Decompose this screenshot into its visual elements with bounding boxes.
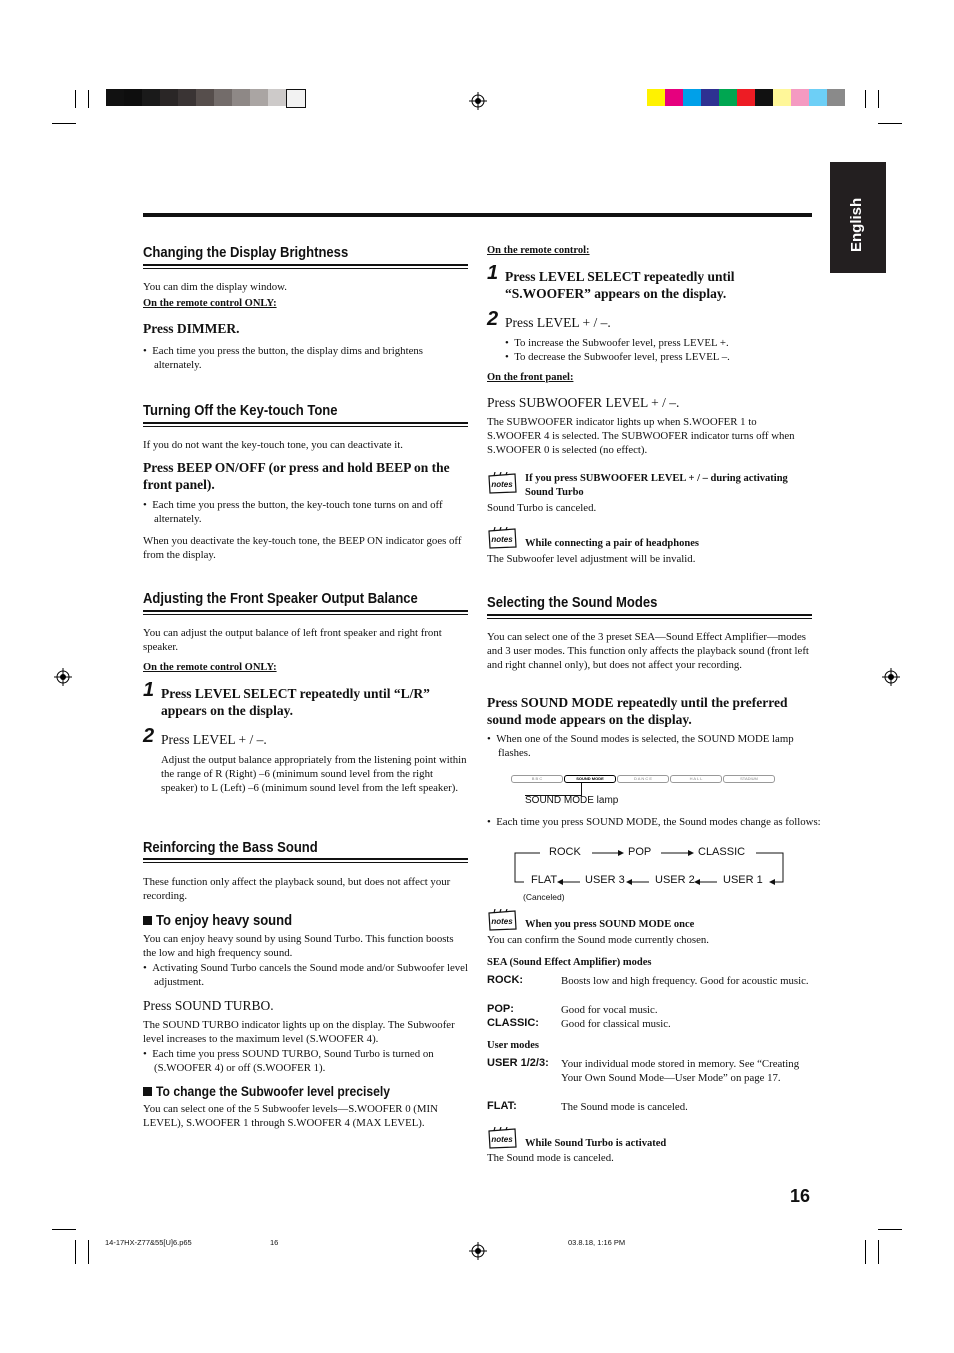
- bullet-beep: • Each time you press the button, the key-touch tone turns on and off alternately.: [143, 499, 443, 525]
- lamp-segment: B B C: [511, 775, 563, 783]
- front-text: The SUBWOOFER indicator lights up when S.WOOFER 1 to S.WOOFER 4 is selected. The SUBWOOFER indicator turns off when S.WOOFER 0 is selected (no effect).: [487, 416, 795, 456]
- crop-mark: [52, 123, 76, 124]
- color-swatch: [268, 89, 286, 106]
- note2-text: The Subwoofer level adjustment will be invalid.: [487, 553, 696, 565]
- color-swatch: [773, 89, 791, 106]
- language-tab: [830, 162, 886, 273]
- color-swatch: [647, 89, 665, 106]
- canceled-label: (Canceled): [523, 892, 565, 902]
- note4-title: While Sound Turbo is activated: [525, 1138, 667, 1149]
- notes-icon: [486, 472, 518, 494]
- registration-mark-icon: [882, 668, 900, 686]
- crop-mark: [878, 90, 879, 108]
- balance-step2-text: Adjust the output balance appropriately from the listening point within the range of R (Right) –6 (minimum sound level from the right speaker) to L (Left) –6 (minimum sound level from the left speaker).: [161, 754, 467, 794]
- section-title-balance: Adjusting the Front Speaker Output Balance: [143, 591, 418, 607]
- instruction-subwoofer-level: Press SUBWOOFER LEVEL + / –.: [487, 395, 680, 410]
- color-swatch: [755, 89, 773, 106]
- color-swatch: [214, 89, 232, 106]
- color-swatch: [106, 89, 124, 106]
- step-number: 1: [487, 262, 499, 284]
- note1-text: Sound Turbo is canceled.: [487, 502, 597, 514]
- color-swatch: [178, 89, 196, 106]
- sea-text-classic: Good for classical music.: [561, 1018, 671, 1030]
- footer-file: 14-17HX-Z77&55[U]6.p65: [105, 1238, 192, 1247]
- mode-rock: ROCK: [549, 846, 581, 858]
- bullet-cycle: • Each time you press SOUND MODE, the Sound modes change as follows:: [487, 816, 821, 828]
- registration-mark-icon: [469, 92, 487, 110]
- sea-text-rock: Boosts low and high frequency. Good for acoustic music.: [561, 975, 809, 987]
- crop-mark: [75, 1240, 76, 1264]
- bullet-heavy: • Activating Sound Turbo cancels the Sound mode and/or Subwoofer level adjustment.: [143, 962, 468, 988]
- color-swatch: [665, 89, 683, 106]
- language-tab-label: English: [848, 197, 865, 252]
- crop-mark: [865, 1240, 866, 1264]
- bullet-decrease: • To decrease the Subwoofer level, press LEVEL –.: [505, 351, 730, 363]
- notes-icon: [486, 909, 518, 931]
- step1-balance: Press LEVEL SELECT repeatedly until “L/R” appears on the display.: [161, 686, 430, 718]
- crop-mark: [865, 90, 866, 108]
- remote-only-label: On the remote control ONLY:: [143, 662, 277, 673]
- bullet-dimmer: • Each time you press the button, the display dims and brightens alternately.: [143, 345, 423, 371]
- instruction-dimmer: Press DIMMER.: [143, 321, 240, 336]
- step-number: 1: [143, 679, 155, 701]
- svg-text:notes: notes: [491, 917, 513, 926]
- sea-label-pop: POP:: [487, 1003, 514, 1015]
- crop-mark: [878, 1229, 902, 1230]
- bullet-increase: • To increase the Subwoofer level, press LEVEL +.: [505, 337, 729, 349]
- bullet-lamp: • When one of the Sound modes is selected, the SOUND MODE lamp flashes.: [487, 733, 794, 759]
- section-title-sound-modes: Selecting the Sound Modes: [487, 595, 658, 611]
- sea-text-pop: Good for vocal music.: [561, 1004, 658, 1016]
- footer-page: 16: [270, 1238, 279, 1247]
- keytone-note: When you deactivate the key-touch tone, the BEEP ON indicator goes off from the display.: [143, 535, 462, 561]
- crop-mark: [75, 90, 76, 108]
- registration-mark-icon: [54, 668, 72, 686]
- user-heading: User modes: [487, 1040, 540, 1051]
- registration-mark-icon: [469, 1242, 487, 1260]
- color-swatch: [250, 89, 268, 106]
- subheading-heavy-sound: To enjoy heavy sound: [143, 912, 307, 930]
- section-title-bass: Reinforcing the Bass Sound: [143, 840, 318, 856]
- lamp-segment: H A L L: [670, 775, 722, 783]
- front-panel-label: On the front panel:: [487, 372, 574, 383]
- note3-text: You can confirm the Sound mode currently chosen.: [487, 934, 709, 946]
- section-rule: [143, 858, 468, 863]
- lamp-segment: STADIUM: [723, 775, 775, 783]
- sea-label-rock: ROCK:: [487, 974, 524, 986]
- mode-flat: FLAT: [531, 874, 558, 886]
- lamp-label: SOUND MODE lamp: [525, 795, 619, 806]
- callout-line: [581, 783, 582, 795]
- crop-mark: [878, 123, 902, 124]
- color-swatch: [160, 89, 178, 106]
- mode-pop: POP: [628, 846, 652, 858]
- color-swatch: [737, 89, 755, 106]
- subwoofer-text: You can select one of the 5 Subwoofer levels—S.WOOFER 0 (MIN LEVEL), S.WOOFER 1 through S.WOOFER 4 (MAX LEVEL).: [143, 1103, 438, 1129]
- step1-subwoofer: Press LEVEL SELECT repeatedly until “S.WOOFER” appears on the display.: [505, 269, 735, 301]
- sea-label-classic: CLASSIC:: [487, 1017, 539, 1029]
- remote-only-label: On the remote control ONLY:: [143, 298, 277, 309]
- crop-mark: [88, 1240, 89, 1264]
- user-label-123: USER 1/2/3:: [487, 1057, 549, 1069]
- color-swatch: [232, 89, 250, 106]
- square-bullet-icon: [143, 1087, 152, 1096]
- keytone-intro: If you do not want the key-touch tone, you can deactivate it.: [143, 439, 403, 451]
- top-rule: [143, 213, 812, 217]
- crop-mark: [52, 1229, 76, 1230]
- section-title-keytone: Turning Off the Key-touch Tone: [143, 403, 338, 419]
- notes-icon: [486, 1127, 518, 1149]
- bullet-turbo: • Each time you press SOUND TURBO, Sound Turbo is turned on (S.WOOFER 4) or off (S.WOOFER 1).: [143, 1048, 434, 1074]
- user-text-flat: The Sound mode is canceled.: [561, 1101, 688, 1113]
- instruction-sound-mode: Press SOUND MODE repeatedly until the preferred sound mode appears on the display.: [487, 695, 788, 727]
- lamp-segment: D A N C E: [617, 775, 669, 783]
- color-swatch: [196, 89, 214, 106]
- color-swatch: [719, 89, 737, 106]
- color-swatch: [809, 89, 827, 106]
- svg-text:notes: notes: [491, 1135, 513, 1144]
- remote-label: On the remote control:: [487, 245, 590, 256]
- svg-text:notes: notes: [491, 480, 513, 489]
- step2-balance: Press LEVEL + / –.: [161, 732, 267, 747]
- modes-intro: You can select one of the 3 preset SEA—Sound Effect Amplifier—modes and 3 user modes. This function only affects the playback sound (front left and right channel only), but does not affect your recording.: [487, 631, 809, 671]
- turbo-text: The SOUND TURBO indicator lights up on the display. The Subwoofer level increases to the maximum level (S.WOOFER 4).: [143, 1019, 455, 1045]
- instruction-sound-turbo: Press SOUND TURBO.: [143, 998, 274, 1013]
- note1-title: If you press SUBWOOFER LEVEL + / – during activating Sound Turbo: [525, 473, 788, 498]
- notes-icon: [486, 527, 518, 549]
- square-bullet-icon: [143, 916, 152, 925]
- mode-user1: USER 1: [723, 874, 763, 886]
- mode-user2: USER 2: [655, 874, 695, 886]
- section-rule: [143, 422, 468, 427]
- user-label-flat: FLAT:: [487, 1100, 517, 1112]
- page-number: 16: [790, 1186, 811, 1206]
- section-rule: [487, 614, 812, 619]
- mode-user3: USER 3: [585, 874, 625, 886]
- footer-date: 03.8.18, 1:16 PM: [568, 1238, 626, 1247]
- balance-intro: You can adjust the output balance of left front speaker and right front speaker.: [143, 627, 442, 653]
- section-rule: [143, 264, 468, 269]
- subheading-subwoofer: To change the Subwoofer level precisely: [143, 1083, 416, 1101]
- section-title-brightness: Changing the Display Brightness: [143, 245, 349, 261]
- lamp-segment-active: SOUND MODE: [564, 775, 616, 783]
- note2-title: While connecting a pair of headphones: [525, 538, 699, 549]
- step-number: 2: [143, 725, 155, 747]
- note4-text: The Sound mode is canceled.: [487, 1152, 614, 1164]
- crop-mark: [88, 90, 89, 108]
- bass-intro: These function only affect the playback sound, but does not affect your recording.: [143, 876, 451, 902]
- crop-mark: [878, 1240, 879, 1264]
- note3-title: When you press SOUND MODE once: [525, 919, 695, 930]
- color-swatch: [701, 89, 719, 106]
- color-swatch: [827, 89, 845, 106]
- instruction-beep: Press BEEP ON/OFF (or press and hold BEEP on the front panel).: [143, 460, 450, 492]
- color-swatch: [791, 89, 809, 106]
- color-swatch: [142, 89, 160, 106]
- svg-text:notes: notes: [491, 535, 513, 544]
- sea-heading: SEA (Sound Effect Amplifier) modes: [487, 957, 652, 968]
- sound-mode-display: [511, 775, 776, 783]
- heavy-text: You can enjoy heavy sound by using Sound Turbo. This function boosts the low and high frequency sound.: [143, 933, 454, 959]
- step2-subwoofer: Press LEVEL + / –.: [505, 315, 611, 330]
- color-swatch: [124, 89, 142, 106]
- mode-classic: CLASSIC: [698, 846, 746, 858]
- step-number: 2: [487, 308, 499, 330]
- section-rule: [143, 610, 468, 615]
- user-text-123: Your individual mode stored in memory. See “Creating Your Own Sound Mode—User Mode” on page 17.: [561, 1058, 800, 1084]
- color-swatch: [286, 89, 306, 108]
- color-swatch: [683, 89, 701, 106]
- brightness-intro: You can dim the display window.: [143, 281, 287, 293]
